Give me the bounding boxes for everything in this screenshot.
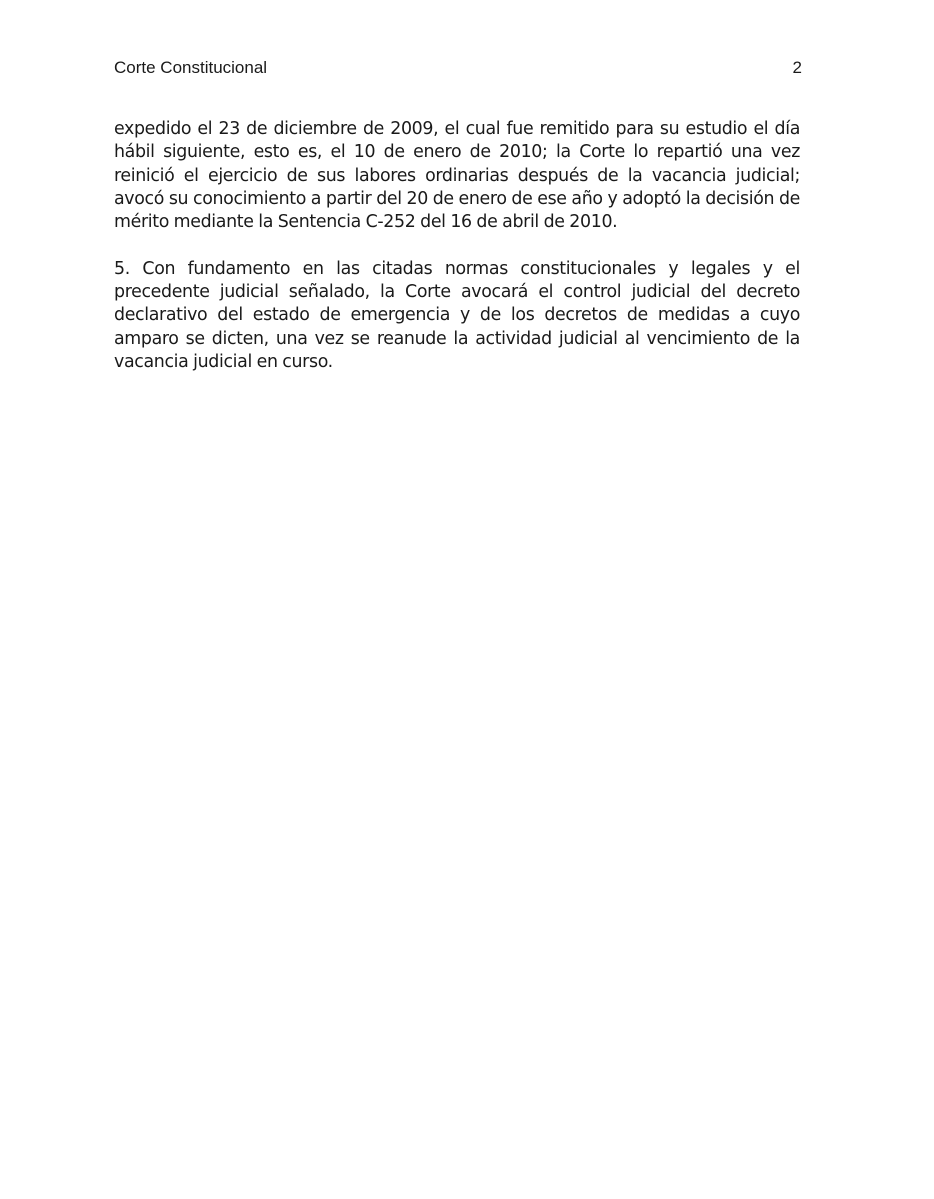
document-body: [114, 118, 800, 374]
header-title: Corte Constitucional: [114, 58, 268, 77]
page-header: [114, 55, 802, 81]
body-paragraph-1: expedido el 23 de diciembre de 2009, el cual fue remitido para su estudio el día hábil siguiente, esto es, el 10 de enero de 2010; la Corte lo repartió una vez reinició el ejercicio de sus labores ordinarias después de la vacancia judicial; avocó su conocimiento a partir del 20 de enero de ese año y adoptó la decisión de mérito mediante la Sentencia C-252 del 16 de abril de 2010.: [114, 119, 800, 233]
body-paragraph-2: 5. Con fundamento en las citadas normas constitucionales y legales y el precedente judicial señalado, la Corte avocará el control judicial del decreto declarativo del estado de emergencia y de los decretos de medidas a cuyo amparo se dicten, una vez se reanude la actividad judicial al vencimiento de la vacancia judicial en curso.: [114, 258, 800, 372]
page-number: 2: [792, 58, 802, 77]
